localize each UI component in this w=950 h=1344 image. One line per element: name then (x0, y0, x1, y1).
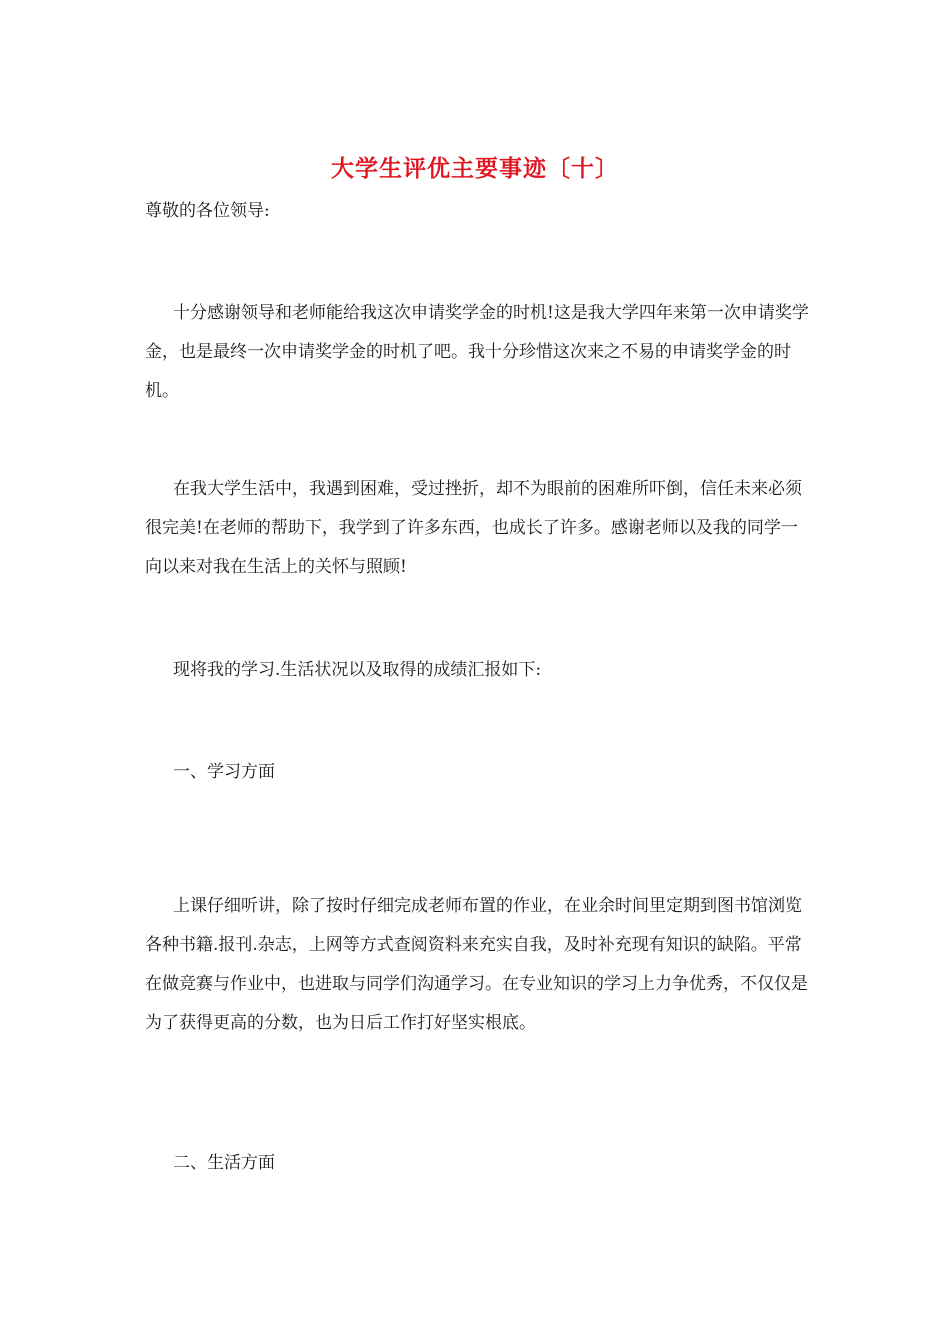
section-1-body: 上课仔细听讲，除了按时仔细完成老师布置的作业，在业余时间里定期到图书馆浏览各种书籍.报刊.杂志，上网等方式查阅资料来充实自我，及时补充现有知识的缺陷。平常在做竞赛与作业中，也进取与同学们沟通学习。在专业知识的学习上力争优秀，不仅仅是为了获得更高的分数，也为日后工作打好坚实根底。 (145, 896, 808, 1033)
document-title: 大学生评优主要事迹〔十〕 (331, 155, 619, 182)
paragraph-2: 在我大学生活中，我遇到困难，受过挫折，却不为眼前的困难所吓倒，信任未来必须很完美!在老师的帮助下，我学到了许多东西，也成长了许多。感谢老师以及我的同学一向以来对我在生活上的关怀与照顾! (145, 479, 802, 577)
paragraph-3: 现将我的学习.生活状况以及取得的成绩汇报如下: (173, 660, 542, 680)
section-1-heading: 一、学习方面 (173, 762, 275, 782)
salutation: 尊敬的各位领导: (145, 201, 270, 221)
section-2-heading: 二、生活方面 (173, 1153, 275, 1173)
paragraph-1: 十分感谢领导和老师能给我这次申请奖学金的时机!这是我大学四年来第一次申请奖学金，也是最终一次申请奖学金的时机了吧。我十分珍惜这次来之不易的申请奖学金的时机。 (145, 303, 809, 401)
